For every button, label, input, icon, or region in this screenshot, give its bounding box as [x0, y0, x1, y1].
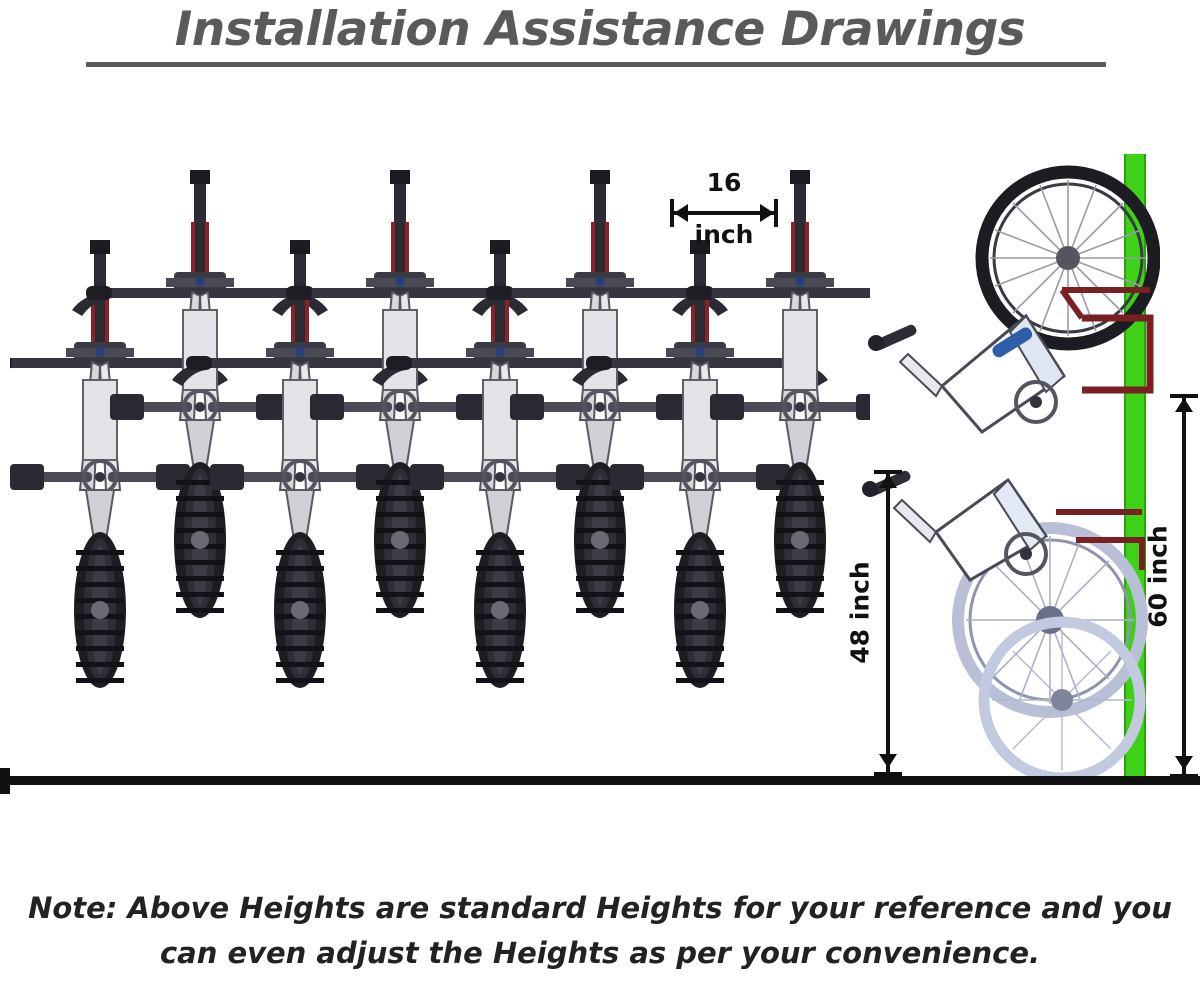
dimension-48-line	[886, 472, 890, 776]
dimension-48-inch	[836, 468, 898, 780]
footer-note: Note: Above Heights are standard Heights for your reference and you can even adjust the Heights as per your convenience.	[28, 891, 1172, 970]
page-title: Installation Assistance Drawings	[174, 2, 1026, 57]
dimension-60-arrow-up	[1175, 398, 1193, 412]
dimension-48-label: 48 inch	[845, 561, 875, 664]
dimension-16-label-unit: inch	[694, 220, 754, 249]
dimension-60-label: 60 inch	[1143, 525, 1173, 628]
dimension-60-line	[1182, 396, 1186, 778]
dimension-48-arrow-up	[879, 474, 897, 488]
title-underline	[86, 62, 1106, 67]
side-bike-lower	[862, 469, 1142, 778]
page-header	[0, 0, 1200, 110]
dimension-16-label-value: 16	[706, 168, 742, 197]
dimension-16-inch	[660, 168, 788, 254]
side-bike-upper	[868, 172, 1154, 432]
dimension-60-inch	[1143, 392, 1200, 782]
ground-line	[0, 776, 1200, 785]
dimension-48-arrow-down	[879, 754, 897, 768]
drawing-canvas	[0, 110, 1200, 870]
dimension-60-arrow-down	[1175, 756, 1193, 770]
